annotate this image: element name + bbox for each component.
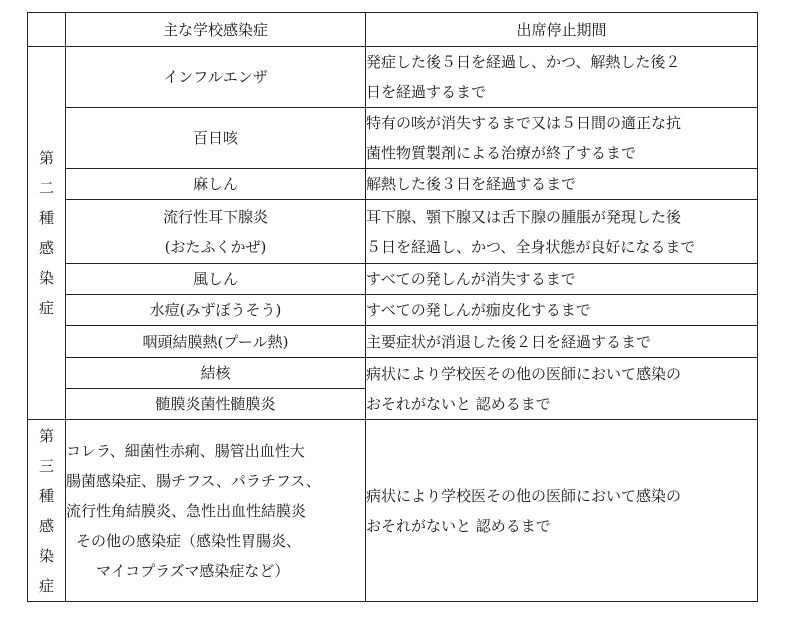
header-blank-cell	[28, 13, 66, 47]
school-infectious-disease-table	[27, 12, 758, 602]
period-line: 日を経過するまで	[366, 83, 487, 101]
period-cell	[366, 108, 758, 169]
period-cell	[366, 264, 758, 295]
period-cell	[366, 169, 758, 200]
period-cell	[366, 358, 758, 420]
disease-cell	[66, 326, 366, 358]
period-line: おそれがないと 認めるまで	[366, 516, 551, 535]
disease-line: 流行性角結膜炎、急性出血性結膜炎	[66, 501, 307, 520]
period-line: 病状により学校医その他の医師において感染の	[366, 486, 682, 505]
disease-name: 結核	[200, 364, 231, 382]
group-char: 感	[38, 239, 54, 257]
disease-name: 流行性耳下腺炎	[162, 207, 268, 226]
disease-name: 咽頭結膜熱(プール熱)	[142, 332, 289, 351]
period-cell	[366, 326, 758, 358]
disease-cell	[66, 47, 366, 108]
table-row	[28, 169, 758, 200]
period-line: 耳下腺、顎下腺又は舌下腺の腫脹が発現した後	[366, 207, 682, 226]
disease-cell	[66, 169, 366, 200]
group-char: 二	[38, 179, 54, 197]
table-row	[28, 358, 758, 389]
table-row	[28, 47, 758, 108]
group-label-third	[28, 420, 66, 602]
group-label-second	[28, 47, 66, 420]
disease-line: コレラ、細菌性赤痢、腸管出血性大	[66, 441, 305, 460]
period-line: 菌性物質製剤による治療が終了するまで	[366, 144, 637, 162]
table-row	[28, 420, 758, 602]
group-char: 第	[38, 149, 54, 167]
period-line: おそれがないと 認めるまで	[366, 394, 551, 413]
table-row	[28, 264, 758, 295]
disease-cell	[66, 200, 366, 264]
disease-cell	[66, 389, 366, 420]
period-line: 病状により学校医その他の医師において感染の	[366, 364, 682, 383]
group-char: 染	[38, 546, 54, 565]
disease-line: 腸菌感染症、腸チフス、パラチフス、	[66, 471, 321, 490]
disease-name-alt: (おたふくかぜ)	[164, 237, 267, 256]
header-diseases: 主な学校感染症	[66, 13, 366, 47]
group-char: 第	[38, 426, 54, 445]
disease-name: インフルエンザ	[163, 68, 268, 86]
disease-line: マイコプラズマ感染症など）	[96, 561, 290, 580]
table-row	[28, 295, 758, 326]
period-line: ５日を経過し、かつ、全身状態が良好になるまで	[366, 237, 696, 256]
disease-cell	[66, 358, 366, 389]
table-row	[28, 200, 758, 264]
group-char: 種	[38, 486, 54, 505]
group-char: 症	[38, 576, 54, 595]
period-line: 解熱した後３日を経過するまで	[366, 175, 577, 193]
period-cell	[366, 47, 758, 108]
period-line: すべての発しんが痂皮化するまで	[366, 301, 591, 319]
group-char: 種	[38, 209, 54, 227]
disease-line: その他の感染症（感染性胃腸炎、	[76, 531, 302, 550]
group-char: 感	[38, 516, 54, 535]
disease-cell	[66, 108, 366, 169]
table-row	[28, 326, 758, 358]
disease-name: 風しん	[192, 270, 238, 288]
disease-name: 水痘(みずぼうそう)	[149, 301, 282, 319]
period-cell	[366, 200, 758, 264]
header-period: 出席停止期間	[366, 13, 758, 47]
disease-name: 百日咳	[192, 129, 238, 147]
table-header-row	[28, 13, 758, 47]
period-cell	[366, 420, 758, 602]
period-cell	[366, 295, 758, 326]
period-line: すべての発しんが消失するまで	[366, 270, 576, 288]
disease-cell	[66, 264, 366, 295]
period-line: 主要症状が消退した後２日を経過するまで	[366, 332, 652, 351]
disease-name: 麻しん	[192, 175, 238, 193]
group-char: 染	[38, 269, 54, 287]
period-line: 特有の咳が消失するまで又は５日間の適正な抗	[366, 114, 682, 132]
period-line: 発症した後５日を経過し、かつ、解熱した後２	[366, 53, 681, 71]
group-char: 三	[38, 456, 54, 475]
disease-cell	[66, 420, 366, 602]
disease-name: 髄膜炎菌性髄膜炎	[155, 395, 276, 413]
group-char: 症	[38, 299, 54, 317]
disease-cell	[66, 295, 366, 326]
table-row	[28, 108, 758, 169]
